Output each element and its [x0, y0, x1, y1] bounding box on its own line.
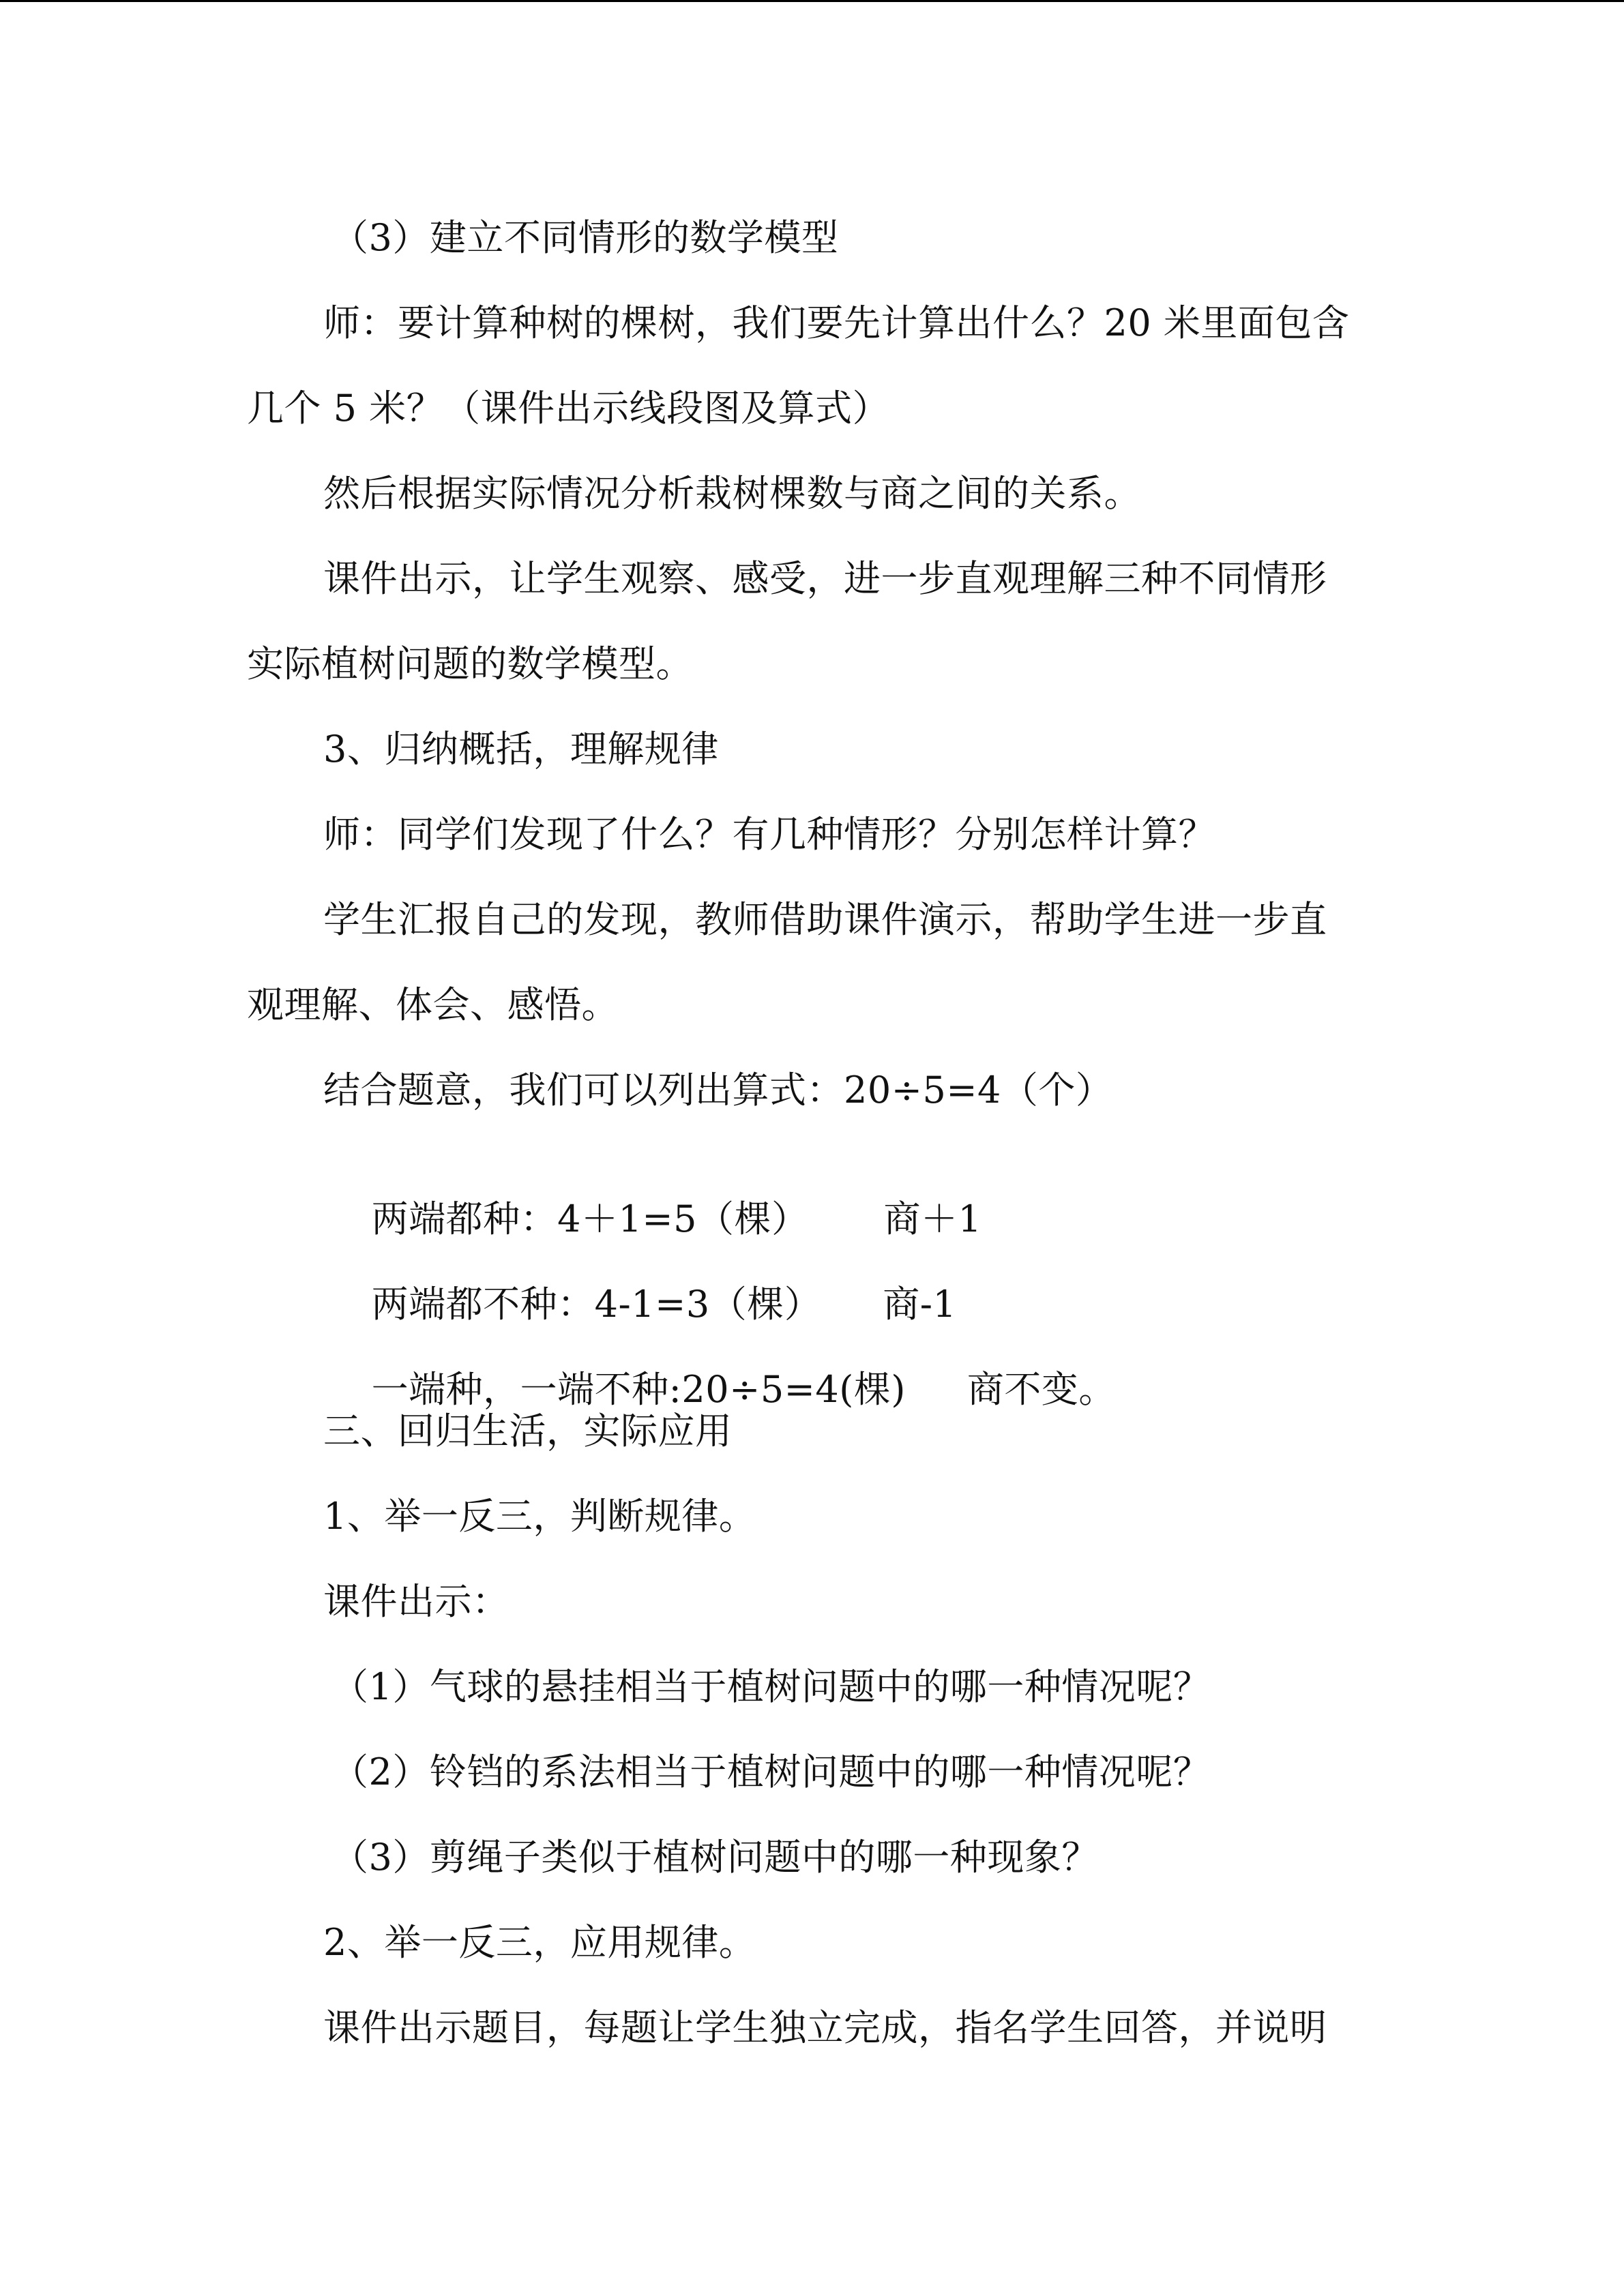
case-formula: 两端都不种：4-1=3（棵）	[371, 1283, 822, 1326]
paragraph-line: 实际植树问题的数学模型。	[247, 642, 693, 685]
paragraph-line: 结合题意，我们可以列出算式：20÷5=4（个）	[323, 1069, 1113, 1112]
subheading-build-models: （3）建立不同情形的数学模型	[331, 216, 839, 259]
paragraph-line: 师：要计算种树的棵树，我们要先计算出什么？20 米里面包含	[323, 301, 1350, 344]
paragraph-line: 然后根据实际情况分析栽树棵数与商之间的关系。	[323, 472, 1141, 515]
section-heading-apply: 三、回归生活，实际应用	[323, 1410, 733, 1452]
question-item: （2）铃铛的系法相当于植树问题中的哪一种情况呢？	[331, 1750, 1211, 1793]
subheading-apply-rule: 2、举一反三，应用规律。	[323, 1921, 756, 1964]
subheading-summarize: 3、归纳概括，理解规律	[323, 728, 719, 771]
paragraph-line: 课件出示题目，每题让学生独立完成，指名学生回答，并说明	[323, 2006, 1327, 2049]
subheading-judge-rule: 1、举一反三，判断规律。	[323, 1495, 756, 1538]
case-formula: 两端都种：4＋1=5（棵）	[371, 1197, 809, 1240]
case-rule: 商-1	[883, 1283, 957, 1326]
case-rule: 商不变。	[966, 1368, 1116, 1411]
paragraph-line: 课件出示，让学生观察、感受，进一步直观理解三种不同情形	[323, 557, 1327, 600]
paragraph-line: 师：同学们发现了什么？有几种情形？分别怎样计算？	[323, 813, 1215, 856]
paragraph-line: 观理解、体会、感悟。	[247, 983, 619, 1026]
question-item: （3）剪绳子类似于植树问题中的哪一种现象？	[331, 1836, 1099, 1879]
paragraph-line: 课件出示：	[323, 1580, 510, 1623]
case-rule: 商＋1	[883, 1197, 982, 1240]
paragraph-line: 学生汇报自己的发现，教师借助课件演示，帮助学生进一步直	[323, 898, 1327, 941]
paragraph-line: 几个 5 米？（课件出示线段图及算式）	[247, 387, 890, 430]
question-item: （1）气球的悬挂相当于植树问题中的哪一种情况呢？	[331, 1665, 1211, 1708]
case-formula: 一端种，一端不种:20÷5=4(棵)	[371, 1368, 906, 1411]
